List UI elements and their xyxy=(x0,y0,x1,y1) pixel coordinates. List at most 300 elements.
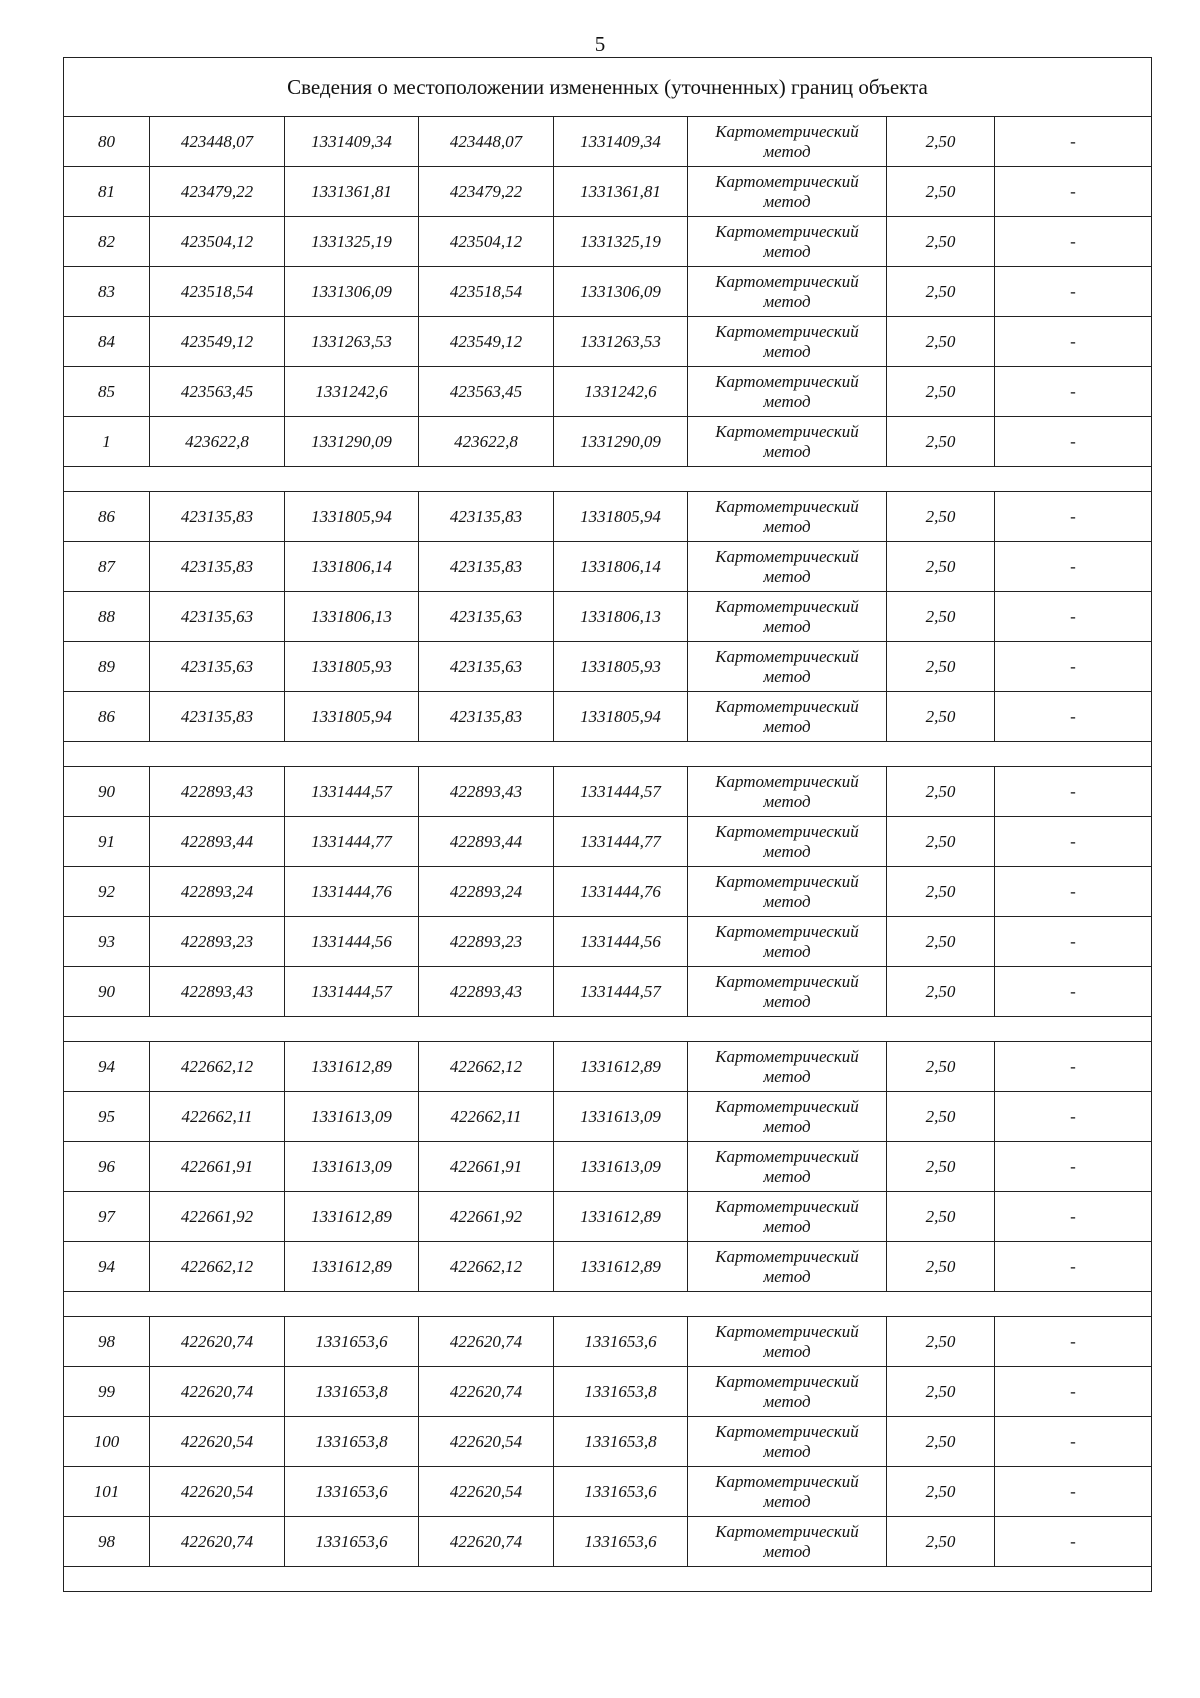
existing-y-cell: 1331409,34 xyxy=(285,117,419,167)
description-cell: - xyxy=(995,367,1152,417)
point-number-cell: 99 xyxy=(64,1367,150,1417)
description-cell: - xyxy=(995,1467,1152,1517)
description-cell: - xyxy=(995,817,1152,867)
existing-y-cell: 1331306,09 xyxy=(285,267,419,317)
accuracy-cell: 2,50 xyxy=(887,1142,995,1192)
method-line-2: метод xyxy=(763,1116,811,1136)
table-row xyxy=(64,1517,1152,1567)
accuracy-cell: 2,50 xyxy=(887,542,995,592)
table-title: Сведения о местоположении измененных (уточненных) границ объекта xyxy=(64,58,1152,117)
refined-x-cell: 423448,07 xyxy=(419,117,554,167)
description-cell: - xyxy=(995,317,1152,367)
table-title-row xyxy=(64,58,1152,117)
table-row xyxy=(64,967,1152,1017)
method-line-2: метод xyxy=(763,566,811,586)
method-line-2: метод xyxy=(763,666,811,686)
separator-cell xyxy=(64,467,1152,492)
accuracy-cell: 2,50 xyxy=(887,767,995,817)
existing-x-cell: 422662,12 xyxy=(150,1242,285,1292)
table-row xyxy=(64,542,1152,592)
description-cell: - xyxy=(995,767,1152,817)
point-number-cell: 97 xyxy=(64,1192,150,1242)
existing-y-cell: 1331613,09 xyxy=(285,1142,419,1192)
existing-x-cell: 422620,74 xyxy=(150,1517,285,1567)
description-cell: - xyxy=(995,642,1152,692)
method-line-1: Картометрический xyxy=(715,1046,859,1066)
description-cell: - xyxy=(995,1317,1152,1367)
existing-y-cell: 1331444,56 xyxy=(285,917,419,967)
method-line-1: Картометрический xyxy=(715,821,859,841)
method-line-2: метод xyxy=(763,891,811,911)
refined-y-cell: 1331290,09 xyxy=(554,417,688,467)
method-line-1: Картометрический xyxy=(715,1096,859,1116)
point-number-cell: 86 xyxy=(64,492,150,542)
refined-y-cell: 1331306,09 xyxy=(554,267,688,317)
method-line-2: метод xyxy=(763,1441,811,1461)
method-line-2: метод xyxy=(763,1391,811,1411)
group-separator-row xyxy=(64,742,1152,767)
method-line-1: Картометрический xyxy=(715,1471,859,1491)
refined-x-cell: 423549,12 xyxy=(419,317,554,367)
existing-y-cell: 1331805,93 xyxy=(285,642,419,692)
refined-x-cell: 423135,63 xyxy=(419,592,554,642)
point-number-cell: 86 xyxy=(64,692,150,742)
refined-y-cell: 1331805,94 xyxy=(554,492,688,542)
refined-x-cell: 422661,92 xyxy=(419,1192,554,1242)
refined-y-cell: 1331263,53 xyxy=(554,317,688,367)
existing-y-cell: 1331263,53 xyxy=(285,317,419,367)
refined-y-cell: 1331653,8 xyxy=(554,1417,688,1467)
table-row xyxy=(64,117,1152,167)
existing-x-cell: 422620,74 xyxy=(150,1367,285,1417)
refined-x-cell: 423135,83 xyxy=(419,492,554,542)
method-cell xyxy=(688,692,887,742)
method-line-2: метод xyxy=(763,1341,811,1361)
method-line-1: Картометрический xyxy=(715,171,859,191)
refined-x-cell: 423504,12 xyxy=(419,217,554,267)
refined-x-cell: 423135,83 xyxy=(419,692,554,742)
table-row xyxy=(64,867,1152,917)
method-line-1: Картометрический xyxy=(715,1321,859,1341)
existing-y-cell: 1331290,09 xyxy=(285,417,419,467)
existing-x-cell: 422661,92 xyxy=(150,1192,285,1242)
method-line-1: Картометрический xyxy=(715,771,859,791)
description-cell: - xyxy=(995,217,1152,267)
description-cell: - xyxy=(995,492,1152,542)
refined-y-cell: 1331805,93 xyxy=(554,642,688,692)
method-cell xyxy=(688,542,887,592)
accuracy-cell: 2,50 xyxy=(887,1192,995,1242)
existing-x-cell: 423549,12 xyxy=(150,317,285,367)
table-row xyxy=(64,692,1152,742)
method-cell xyxy=(688,767,887,817)
method-line-2: метод xyxy=(763,1216,811,1236)
refined-x-cell: 422620,74 xyxy=(419,1317,554,1367)
point-number-cell: 84 xyxy=(64,317,150,367)
method-cell xyxy=(688,1042,887,1092)
existing-y-cell: 1331806,14 xyxy=(285,542,419,592)
table-row xyxy=(64,1417,1152,1467)
refined-y-cell: 1331805,94 xyxy=(554,692,688,742)
refined-x-cell: 422661,91 xyxy=(419,1142,554,1192)
method-line-2: метод xyxy=(763,441,811,461)
method-line-1: Картометрический xyxy=(715,496,859,516)
method-line-2: метод xyxy=(763,616,811,636)
method-cell xyxy=(688,1142,887,1192)
refined-y-cell: 1331444,76 xyxy=(554,867,688,917)
existing-y-cell: 1331444,77 xyxy=(285,817,419,867)
table-row xyxy=(64,1192,1152,1242)
table-row xyxy=(64,1367,1152,1417)
accuracy-cell: 2,50 xyxy=(887,1092,995,1142)
refined-x-cell: 423563,45 xyxy=(419,367,554,417)
method-line-2: метод xyxy=(763,941,811,961)
accuracy-cell: 2,50 xyxy=(887,1242,995,1292)
method-line-1: Картометрический xyxy=(715,1196,859,1216)
point-number-cell: 85 xyxy=(64,367,150,417)
table-row xyxy=(64,642,1152,692)
description-cell: - xyxy=(995,1367,1152,1417)
refined-y-cell: 1331242,6 xyxy=(554,367,688,417)
point-number-cell: 93 xyxy=(64,917,150,967)
table-row xyxy=(64,917,1152,967)
method-cell xyxy=(688,592,887,642)
refined-x-cell: 423518,54 xyxy=(419,267,554,317)
existing-y-cell: 1331805,94 xyxy=(285,692,419,742)
method-line-1: Картометрический xyxy=(715,321,859,341)
method-cell xyxy=(688,642,887,692)
method-line-2: метод xyxy=(763,516,811,536)
refined-x-cell: 422620,74 xyxy=(419,1367,554,1417)
method-line-2: метод xyxy=(763,291,811,311)
method-cell xyxy=(688,367,887,417)
table-row xyxy=(64,1092,1152,1142)
description-cell: - xyxy=(995,167,1152,217)
accuracy-cell: 2,50 xyxy=(887,592,995,642)
refined-x-cell: 423479,22 xyxy=(419,167,554,217)
refined-y-cell: 1331444,77 xyxy=(554,817,688,867)
accuracy-cell: 2,50 xyxy=(887,917,995,967)
description-cell: - xyxy=(995,1142,1152,1192)
existing-x-cell: 422620,74 xyxy=(150,1317,285,1367)
method-line-1: Картометрический xyxy=(715,121,859,141)
method-line-2: метод xyxy=(763,791,811,811)
method-cell xyxy=(688,492,887,542)
description-cell: - xyxy=(995,1417,1152,1467)
accuracy-cell: 2,50 xyxy=(887,117,995,167)
group-separator-row xyxy=(64,467,1152,492)
refined-y-cell: 1331653,8 xyxy=(554,1367,688,1417)
method-line-2: метод xyxy=(763,391,811,411)
method-cell xyxy=(688,1467,887,1517)
accuracy-cell: 2,50 xyxy=(887,167,995,217)
existing-y-cell: 1331806,13 xyxy=(285,592,419,642)
existing-x-cell: 423622,8 xyxy=(150,417,285,467)
accuracy-cell: 2,50 xyxy=(887,492,995,542)
separator-cell xyxy=(64,742,1152,767)
method-line-1: Картометрический xyxy=(715,271,859,291)
refined-y-cell: 1331613,09 xyxy=(554,1092,688,1142)
accuracy-cell: 2,50 xyxy=(887,1317,995,1367)
existing-y-cell: 1331613,09 xyxy=(285,1092,419,1142)
method-cell xyxy=(688,967,887,1017)
table-row xyxy=(64,367,1152,417)
point-number-cell: 88 xyxy=(64,592,150,642)
existing-x-cell: 423135,83 xyxy=(150,542,285,592)
existing-x-cell: 422893,23 xyxy=(150,917,285,967)
accuracy-cell: 2,50 xyxy=(887,217,995,267)
method-line-1: Картометрический xyxy=(715,1421,859,1441)
method-cell xyxy=(688,1192,887,1242)
point-number-cell: 100 xyxy=(64,1417,150,1467)
accuracy-cell: 2,50 xyxy=(887,967,995,1017)
refined-x-cell: 422893,24 xyxy=(419,867,554,917)
point-number-cell: 90 xyxy=(64,967,150,1017)
existing-x-cell: 423504,12 xyxy=(150,217,285,267)
method-line-2: метод xyxy=(763,1266,811,1286)
method-line-2: метод xyxy=(763,241,811,261)
method-cell xyxy=(688,167,887,217)
refined-x-cell: 422662,11 xyxy=(419,1092,554,1142)
refined-x-cell: 422620,54 xyxy=(419,1467,554,1517)
description-cell: - xyxy=(995,1042,1152,1092)
refined-x-cell: 422620,74 xyxy=(419,1517,554,1567)
existing-y-cell: 1331653,8 xyxy=(285,1417,419,1467)
accuracy-cell: 2,50 xyxy=(887,1417,995,1467)
refined-y-cell: 1331325,19 xyxy=(554,217,688,267)
point-number-cell: 92 xyxy=(64,867,150,917)
method-cell xyxy=(688,1367,887,1417)
method-line-2: метод xyxy=(763,191,811,211)
accuracy-cell: 2,50 xyxy=(887,417,995,467)
table-row xyxy=(64,317,1152,367)
existing-x-cell: 422662,12 xyxy=(150,1042,285,1092)
table-row xyxy=(64,417,1152,467)
method-cell xyxy=(688,317,887,367)
existing-y-cell: 1331444,57 xyxy=(285,767,419,817)
refined-y-cell: 1331612,89 xyxy=(554,1192,688,1242)
refined-y-cell: 1331444,57 xyxy=(554,967,688,1017)
method-cell xyxy=(688,217,887,267)
refined-x-cell: 423622,8 xyxy=(419,417,554,467)
refined-x-cell: 422662,12 xyxy=(419,1242,554,1292)
method-line-2: метод xyxy=(763,716,811,736)
page-number: 5 xyxy=(594,32,606,56)
description-cell: - xyxy=(995,542,1152,592)
accuracy-cell: 2,50 xyxy=(887,267,995,317)
accuracy-cell: 2,50 xyxy=(887,1517,995,1567)
method-line-2: метод xyxy=(763,1541,811,1561)
existing-y-cell: 1331361,81 xyxy=(285,167,419,217)
refined-y-cell: 1331612,89 xyxy=(554,1042,688,1092)
refined-x-cell: 423135,83 xyxy=(419,542,554,592)
method-line-1: Картометрический xyxy=(715,596,859,616)
description-cell: - xyxy=(995,117,1152,167)
description-cell: - xyxy=(995,592,1152,642)
refined-y-cell: 1331444,56 xyxy=(554,917,688,967)
existing-y-cell: 1331653,6 xyxy=(285,1467,419,1517)
existing-y-cell: 1331653,8 xyxy=(285,1367,419,1417)
method-cell xyxy=(688,117,887,167)
table-row xyxy=(64,1142,1152,1192)
accuracy-cell: 2,50 xyxy=(887,1367,995,1417)
method-cell xyxy=(688,1417,887,1467)
refined-y-cell: 1331444,57 xyxy=(554,767,688,817)
table-row xyxy=(64,217,1152,267)
group-separator-row xyxy=(64,1567,1152,1592)
method-line-1: Картометрический xyxy=(715,1521,859,1541)
method-line-1: Картометрический xyxy=(715,1246,859,1266)
table-row xyxy=(64,767,1152,817)
point-number-cell: 95 xyxy=(64,1092,150,1142)
accuracy-cell: 2,50 xyxy=(887,692,995,742)
existing-x-cell: 423518,54 xyxy=(150,267,285,317)
description-cell: - xyxy=(995,1192,1152,1242)
description-cell: - xyxy=(995,267,1152,317)
existing-x-cell: 423135,63 xyxy=(150,642,285,692)
refined-y-cell: 1331361,81 xyxy=(554,167,688,217)
existing-y-cell: 1331805,94 xyxy=(285,492,419,542)
description-cell: - xyxy=(995,417,1152,467)
accuracy-cell: 2,50 xyxy=(887,1467,995,1517)
method-line-2: метод xyxy=(763,991,811,1011)
refined-y-cell: 1331806,14 xyxy=(554,542,688,592)
existing-y-cell: 1331325,19 xyxy=(285,217,419,267)
method-line-1: Картометрический xyxy=(715,871,859,891)
refined-x-cell: 423135,63 xyxy=(419,642,554,692)
accuracy-cell: 2,50 xyxy=(887,367,995,417)
method-cell xyxy=(688,817,887,867)
description-cell: - xyxy=(995,692,1152,742)
point-number-cell: 94 xyxy=(64,1042,150,1092)
table-row xyxy=(64,1317,1152,1367)
table-row xyxy=(64,1242,1152,1292)
existing-x-cell: 423563,45 xyxy=(150,367,285,417)
point-number-cell: 98 xyxy=(64,1517,150,1567)
existing-x-cell: 422661,91 xyxy=(150,1142,285,1192)
method-cell xyxy=(688,1317,887,1367)
existing-y-cell: 1331612,89 xyxy=(285,1192,419,1242)
existing-x-cell: 423479,22 xyxy=(150,167,285,217)
method-line-1: Картометрический xyxy=(715,421,859,441)
existing-y-cell: 1331444,76 xyxy=(285,867,419,917)
method-line-1: Картометрический xyxy=(715,971,859,991)
description-cell: - xyxy=(995,867,1152,917)
method-cell xyxy=(688,1517,887,1567)
accuracy-cell: 2,50 xyxy=(887,1042,995,1092)
refined-y-cell: 1331653,6 xyxy=(554,1467,688,1517)
refined-x-cell: 422662,12 xyxy=(419,1042,554,1092)
table-row xyxy=(64,817,1152,867)
accuracy-cell: 2,50 xyxy=(887,817,995,867)
method-line-1: Картометрический xyxy=(715,921,859,941)
existing-x-cell: 423135,83 xyxy=(150,692,285,742)
refined-y-cell: 1331613,09 xyxy=(554,1142,688,1192)
method-line-1: Картометрический xyxy=(715,371,859,391)
table-row xyxy=(64,167,1152,217)
method-line-1: Картометрический xyxy=(715,546,859,566)
method-line-2: метод xyxy=(763,1066,811,1086)
refined-x-cell: 422893,43 xyxy=(419,967,554,1017)
existing-x-cell: 423135,63 xyxy=(150,592,285,642)
existing-x-cell: 422620,54 xyxy=(150,1467,285,1517)
point-number-cell: 83 xyxy=(64,267,150,317)
refined-x-cell: 422893,44 xyxy=(419,817,554,867)
table-row xyxy=(64,592,1152,642)
point-number-cell: 96 xyxy=(64,1142,150,1192)
refined-y-cell: 1331653,6 xyxy=(554,1317,688,1367)
table-row xyxy=(64,1467,1152,1517)
method-line-2: метод xyxy=(763,341,811,361)
method-line-1: Картометрический xyxy=(715,696,859,716)
refined-x-cell: 422620,54 xyxy=(419,1417,554,1467)
boundary-coordinates-table xyxy=(63,57,1152,1592)
point-number-cell: 82 xyxy=(64,217,150,267)
point-number-cell: 80 xyxy=(64,117,150,167)
existing-x-cell: 423448,07 xyxy=(150,117,285,167)
existing-x-cell: 422893,24 xyxy=(150,867,285,917)
method-line-2: метод xyxy=(763,1166,811,1186)
method-line-1: Картометрический xyxy=(715,1371,859,1391)
method-cell xyxy=(688,917,887,967)
method-line-1: Картометрический xyxy=(715,221,859,241)
accuracy-cell: 2,50 xyxy=(887,867,995,917)
existing-y-cell: 1331242,6 xyxy=(285,367,419,417)
existing-x-cell: 422662,11 xyxy=(150,1092,285,1142)
refined-x-cell: 422893,43 xyxy=(419,767,554,817)
refined-x-cell: 422893,23 xyxy=(419,917,554,967)
existing-x-cell: 422893,43 xyxy=(150,967,285,1017)
point-number-cell: 89 xyxy=(64,642,150,692)
existing-y-cell: 1331612,89 xyxy=(285,1242,419,1292)
existing-x-cell: 422893,44 xyxy=(150,817,285,867)
separator-cell xyxy=(64,1292,1152,1317)
table-body xyxy=(64,58,1152,1592)
description-cell: - xyxy=(995,1092,1152,1142)
table-row xyxy=(64,267,1152,317)
refined-y-cell: 1331409,34 xyxy=(554,117,688,167)
method-line-2: метод xyxy=(763,1491,811,1511)
existing-y-cell: 1331653,6 xyxy=(285,1317,419,1367)
separator-cell xyxy=(64,1017,1152,1042)
point-number-cell: 1 xyxy=(64,417,150,467)
point-number-cell: 87 xyxy=(64,542,150,592)
point-number-cell: 81 xyxy=(64,167,150,217)
separator-cell xyxy=(64,1567,1152,1592)
method-cell xyxy=(688,1242,887,1292)
description-cell: - xyxy=(995,1517,1152,1567)
method-cell xyxy=(688,417,887,467)
table-row xyxy=(64,1042,1152,1092)
point-number-cell: 98 xyxy=(64,1317,150,1367)
point-number-cell: 91 xyxy=(64,817,150,867)
group-separator-row xyxy=(64,1017,1152,1042)
description-cell: - xyxy=(995,917,1152,967)
description-cell: - xyxy=(995,967,1152,1017)
method-cell xyxy=(688,1092,887,1142)
point-number-cell: 101 xyxy=(64,1467,150,1517)
method-line-2: метод xyxy=(763,141,811,161)
point-number-cell: 94 xyxy=(64,1242,150,1292)
accuracy-cell: 2,50 xyxy=(887,642,995,692)
accuracy-cell: 2,50 xyxy=(887,317,995,367)
refined-y-cell: 1331612,89 xyxy=(554,1242,688,1292)
refined-y-cell: 1331806,13 xyxy=(554,592,688,642)
method-cell xyxy=(688,267,887,317)
description-cell: - xyxy=(995,1242,1152,1292)
existing-y-cell: 1331612,89 xyxy=(285,1042,419,1092)
point-number-cell: 90 xyxy=(64,767,150,817)
